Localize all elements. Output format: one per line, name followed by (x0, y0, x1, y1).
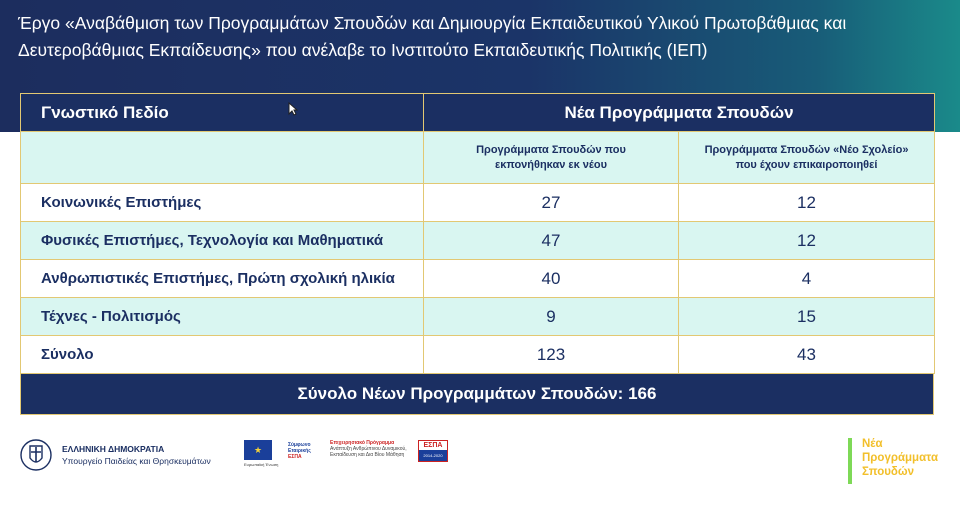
brand-accent-bar (848, 438, 852, 484)
mouse-cursor-icon (288, 102, 298, 116)
curricula-table (20, 93, 935, 374)
table-subheader-row (21, 132, 935, 184)
row-label: Κοινωνικές Επιστήμες (21, 184, 424, 222)
ministry-name: ΕΛΛΗΝΙΚΗ ΔΗΜΟΚΡΑΤΙΑ (62, 444, 165, 454)
row-label: Τέχνες - Πολιτισμός (21, 298, 424, 336)
ministry-subtitle: Υπουργείο Παιδείας και Θρησκευμάτων (62, 456, 211, 466)
espa-partnership-logo: Σύμφωνο Εταιρικής ΕΣΠΑ (288, 442, 311, 460)
eu-flag-icon: ★ (244, 440, 272, 460)
row-new-value: 27 (424, 184, 679, 222)
brand-logo-text (862, 437, 938, 479)
brand-line: Σπουδών (862, 466, 914, 478)
espa-logo (418, 440, 448, 462)
footer (0, 430, 960, 512)
table-row (21, 184, 935, 222)
row-updated-value: 15 (679, 298, 935, 336)
espa-logo-label: ΕΣΠΑ (423, 442, 443, 449)
row-updated-value: 4 (679, 260, 935, 298)
table-row (21, 260, 935, 298)
brand-line: Προγράμματα (862, 452, 939, 464)
row-label: Ανθρωπιστικές Επιστήμες, Πρώτη σχολική ηλικία (21, 260, 424, 298)
eu-caption: Ευρωπαϊκή Ένωση (244, 462, 279, 467)
brand-line: Νέα (862, 438, 883, 450)
row-updated-value: 12 (679, 222, 935, 260)
subheader-updated (679, 132, 935, 184)
row-new-value: 47 (424, 222, 679, 260)
espa-partnership-label: ΕΣΠΑ (288, 454, 302, 460)
subheader-empty (21, 132, 424, 184)
col-header-new-curricula: Νέα Προγράμματα Σπουδών (424, 94, 935, 132)
table-row (21, 298, 935, 336)
grand-total-bar (20, 373, 934, 415)
table-row-total (21, 336, 935, 374)
grand-total-text: Σύνολο Νέων Προγραμμάτων Σπουδών: 166 (297, 384, 657, 403)
row-updated-value: 12 (679, 184, 935, 222)
col-header-field: Γνωστικό Πεδίο (21, 94, 424, 132)
subheader-new-text: Προγράμματα Σπουδών που εκπονήθηκαν εκ νέου (476, 143, 626, 171)
table-header-row (21, 94, 935, 132)
row-new-value: 9 (424, 298, 679, 336)
subheader-new (424, 132, 679, 184)
row-new-value: 40 (424, 260, 679, 298)
subheader-updated-text: Προγράμματα Σπουδών «Νέο Σχολείο» που έχουν επικαιροποιηθεί (704, 143, 909, 171)
row-label: Σύνολο (21, 336, 424, 374)
operational-program-label: Επιχειρησιακό Πρόγραμμα (330, 440, 395, 446)
espa-logo-years: 2014-2020 (419, 450, 447, 461)
operational-program-logo: Επιχειρησιακό Πρόγραμμα Ανάπτυξη Ανθρώπινου Δυναμικού, Εκπαίδευση και Δια Βίου Μάθηση (330, 440, 407, 458)
table-row (21, 222, 935, 260)
row-new-value: 123 (424, 336, 679, 374)
row-updated-value: 43 (679, 336, 935, 374)
greek-emblem-icon (20, 438, 52, 472)
row-label: Φυσικές Επιστήμες, Τεχνολογία και Μαθηματικά (21, 222, 424, 260)
page-title: Έργο «Αναβάθμιση των Προγραμμάτων Σπουδών και Δημιουργία Εκπαιδευτικού Υλικού Πρωτοβάθμιας και Δευτεροβάθμιας Εκπαίδευσης» που ανέλαβε το Ινστιτούτο Εκπαιδευτικής Πολιτικής (ΙΕΠ) (18, 13, 847, 60)
